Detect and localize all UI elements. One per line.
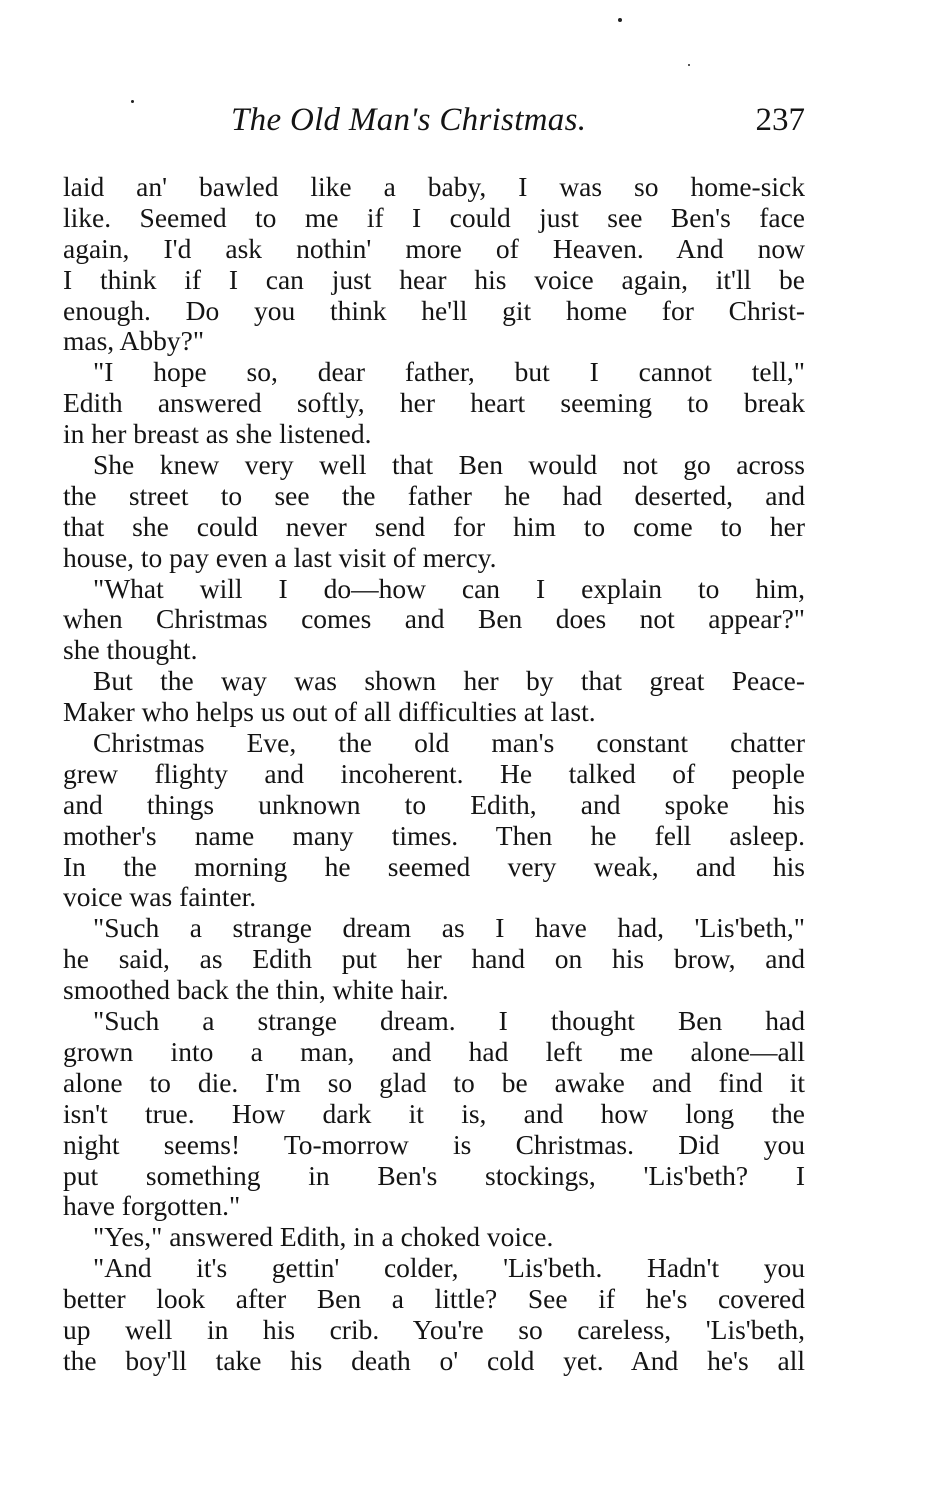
text-line: mother's name many times. Then he fell asleep. <box>63 819 805 851</box>
text-line: he said, as Edith put her hand on his brow, and <box>63 943 805 975</box>
text-line: grew flighty and incoherent. He talked of people <box>63 757 805 789</box>
text-line: voice was fainter. <box>63 881 257 913</box>
text-line: the boy'll take his death o' cold yet. And he's all <box>63 1344 805 1376</box>
text-line: when Christmas comes and Ben does not appear?" <box>63 603 805 635</box>
text-line: "I hope so, dear father, but I cannot tell," <box>93 356 805 388</box>
text-line: "Such a strange dream as I have had, 'Lis'beth," <box>93 912 805 944</box>
text-line: the street to see the father he had deserted, and <box>63 479 805 511</box>
running-header <box>63 100 805 144</box>
text-line: that she could never send for him to come to her <box>63 510 805 542</box>
running-title: The Old Man's Christmas. <box>231 102 587 138</box>
text-line: laid an' bawled like a baby, I was so home-sick <box>63 171 805 202</box>
text-line: better look after Ben a little? See if he's covered <box>63 1283 805 1315</box>
text-line: mas, Abby?" <box>63 325 205 357</box>
text-line: like. Seemed to me if I could just see Ben's face <box>63 201 805 233</box>
text-line: alone to die. I'm so glad to be awake and find it <box>63 1066 805 1098</box>
text-line: isn't true. How dark it is, and how long the <box>63 1097 805 1129</box>
text-line: She knew very well that Ben would not go across <box>93 449 805 481</box>
text-line: Edith answered softly, her heart seeming to break <box>63 387 805 419</box>
text-line: put something in Ben's stockings, 'Lis'beth? I <box>63 1159 805 1191</box>
text-line: Maker who helps us out of all difficulties at last. <box>63 696 596 728</box>
text-line: But the way was shown her by that great Peace- <box>93 665 805 697</box>
text-line: up well in his crib. You're so careless, 'Lis'beth, <box>63 1313 805 1345</box>
page-number: 237 <box>755 102 805 138</box>
text-line: In the morning he seemed very weak, and his <box>63 850 805 882</box>
text-line: in her breast as she listened. <box>63 418 372 450</box>
text-line: and things unknown to Edith, and spoke his <box>63 788 805 820</box>
text-line: "And it's gettin' colder, 'Lis'beth. Hadn't you <box>93 1252 805 1284</box>
text-line: again, I'd ask nothin' more of Heaven. And now <box>63 232 805 264</box>
body-text <box>63 172 805 1377</box>
text-line: grown into a man, and had left me alone—all <box>63 1035 805 1067</box>
text-line: "Yes," answered Edith, in a choked voice. <box>93 1221 554 1253</box>
text-line: "Such a strange dream. I thought Ben had <box>93 1005 805 1037</box>
text-line: have forgotten." <box>63 1190 241 1222</box>
text-line: she thought. <box>63 634 198 666</box>
print-speck <box>618 18 622 22</box>
text-line: house, to pay even a last visit of mercy. <box>63 541 497 573</box>
text-line: night seems! To-morrow is Christmas. Did you <box>63 1128 805 1160</box>
print-speck <box>688 64 690 66</box>
text-line: Christmas Eve, the old man's constant chatter <box>93 727 805 759</box>
text-line: "What will I do—how can I explain to him, <box>93 572 805 604</box>
text-line: smoothed back the thin, white hair. <box>63 974 449 1006</box>
text-line: enough. Do you think he'll git home for Christ- <box>63 294 805 326</box>
text-line: I think if I can just hear his voice again, it'll be <box>63 263 805 295</box>
